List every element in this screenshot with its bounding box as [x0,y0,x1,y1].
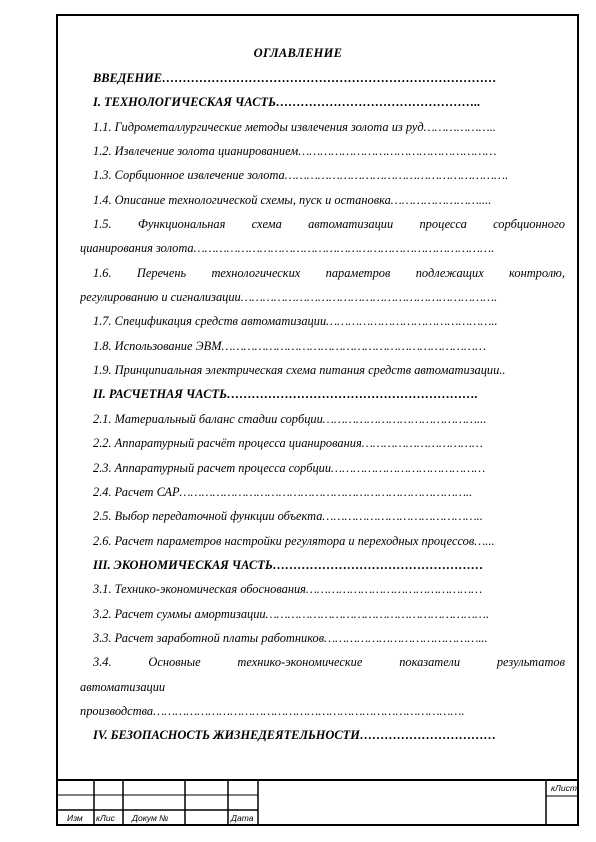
toc-entry-1-2: 1.2. Извлечение золота цианированием……………………………………………… [93,144,497,159]
toc-entry-section-4: IV. БЕЗОПАСНОСТЬ ЖИЗНЕДЕЯТЕЛЬНОСТИ…………………………… [93,728,497,743]
title-block-stamp [56,779,579,826]
stamp-data-label: Дата [231,813,254,823]
toc-entry-section-2: II. РАСЧЕТНАЯ ЧАСТЬ……………………………………………………. [93,387,478,402]
table-of-contents [80,66,565,748]
toc-entry-2-6: 2.6. Расчет параметров настройки регулятора и переходных процессов…... [93,533,495,548]
toc-entry-2-4: 2.4. Расчет САР…………………………………………………………………….. [93,484,473,499]
toc-entry-intro: ВВЕДЕНИЕ……………………………………………………………………… [93,71,497,85]
toc-entry-section-1: I. ТЕХНОЛОГИЧЕСКАЯ ЧАСТЬ………………………………………….. [93,95,481,110]
toc-entry-section-3: III. ЭКОНОМИЧЕСКАЯ ЧАСТЬ…………………………………………… [93,557,484,572]
toc-entry-1-9: 1.9. Принципиальная электрическая схема питания средств автоматизации.. [93,363,506,378]
toc-entry-1-3: 1.3. Сорбционное извлечение золота……………………………………………………. [93,168,509,183]
toc-entry-1-6-line1: 1.6. Перечень технологических параметров подлежащих контролю, [93,265,565,280]
toc-entry-3-1: 3.1. Технико-экономическая обоснования………………………………………… [93,582,483,597]
toc-entry-3-4-line2: автоматизации [80,679,166,694]
toc-entry-2-1: 2.1. Материальный баланс стадии сорбции……………………………………... [93,411,487,426]
toc-entry-1-5-line1: 1.5. Функциональная схема автоматизации процесса сорбционного [93,217,565,232]
toc-entry-2-2: 2.2. Аппаратурный расчёт процесса цианирования…………………………… [93,436,483,451]
toc-entry-3-3: 3.3. Расчет заработной платы работников……………………………………... [93,630,488,645]
toc-entry-3-4-line3: производства…………………………………………………………………………. [80,703,465,718]
toc-entry-1-5-line2: цианирования золота………………………………………………………………………. [80,241,495,256]
stamp-klist-label: кЛис [96,813,115,823]
toc-entry-3-2: 3.2. Расчет суммы амортизации……………………………………………………. [93,606,490,621]
stamp-izm-label: Изм [67,813,83,823]
toc-entry-2-5: 2.5. Выбор передаточной функции объекта…………………………………….. [93,509,483,524]
toc-entry-1-6-line2: регулированию и сигнализации……………………………………………………………. [80,290,498,305]
stamp-dokum-label: Докум № [132,813,169,823]
toc-entry-1-1: 1.1. Гидрометаллургические методы извлечения золота из руд……………….. [93,119,496,134]
toc-entry-3-4-line1: 3.4. Основные технико-экономические показатели результатов [93,655,565,670]
toc-entry-1-8: 1.8. Использование ЭВМ……………………………………………………………… [93,338,486,353]
toc-title: ОГЛАВЛЕНИЕ [253,46,343,60]
toc-entry-1-7: 1.7. Спецификация средств автоматизации……………………………………….. [93,314,498,329]
stamp-sheet-label: кЛист [551,783,577,793]
toc-entry-1-4: 1.4. Описание технологической схемы, пуск и остановка…………………….... [93,192,492,207]
toc-entry-2-3: 2.3. Аппаратурный расчет процесса сорбции…………………………………… [93,460,486,475]
